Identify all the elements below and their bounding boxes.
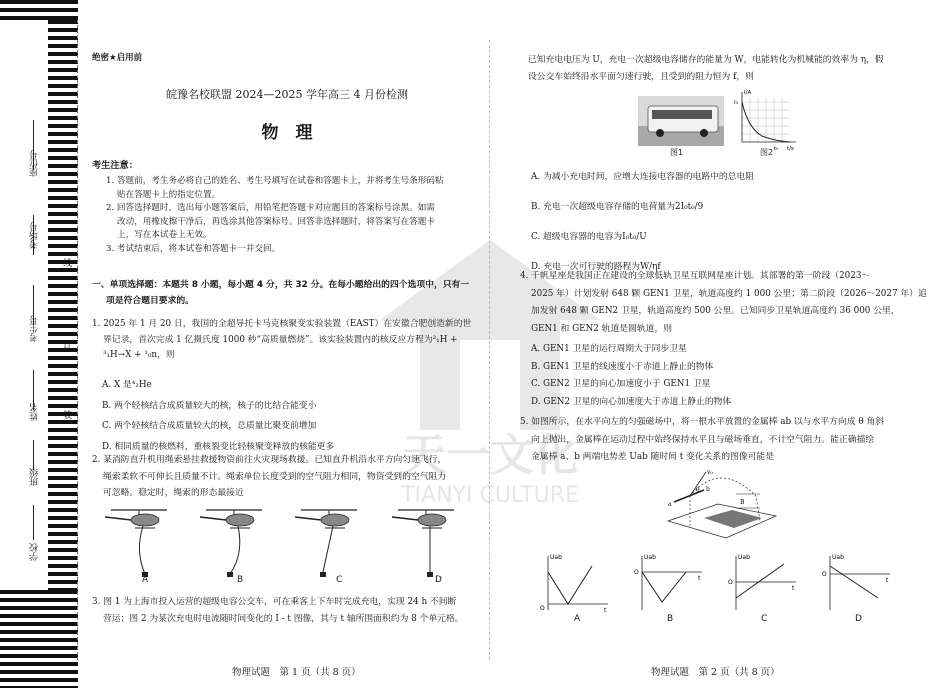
binding-stripe (0, 630, 78, 634)
binding-stripe (48, 524, 78, 528)
binding-stripe (48, 60, 78, 64)
binding-stripe (48, 36, 78, 40)
class-underline (33, 440, 34, 470)
binding-stripe (48, 84, 78, 88)
q2-label-b: B (237, 575, 244, 585)
binding-stripe (0, 678, 78, 682)
binding-stripe (0, 614, 78, 618)
binding-dashed-line (77, 20, 78, 660)
school-underline (33, 505, 34, 540)
q5-graph-c (728, 554, 796, 610)
note-2b: 改动，用橡皮擦干净后，再选涂其他答案标号。回答非选择题时，将答案写在答题卡 (117, 216, 435, 227)
q2-label-c: C (336, 575, 343, 585)
q2-label-d: D (435, 575, 442, 585)
q4-option-d: D. GEN2 卫星的向心加速度大于赤道上静止的物体 (531, 396, 732, 407)
question-4 (520, 268, 927, 338)
binding-stripe (48, 220, 78, 224)
binding-stripe (48, 468, 78, 472)
binding-stripe (48, 332, 78, 336)
binding-stripe (48, 188, 78, 192)
q5-label-b: b (706, 486, 710, 493)
q4-option-b: B. GEN1 卫星的线速度小于赤道上静止的物体 (531, 361, 714, 372)
svg-text:O: O (822, 571, 827, 578)
q2-label-a: A (142, 575, 149, 585)
binding-stripe (48, 492, 78, 496)
q5-graph-b (634, 554, 702, 610)
fig2-xlabel: t/s (787, 146, 794, 152)
school-label: 学校 (30, 543, 40, 561)
q5-option-graphs (530, 552, 910, 614)
binding-stripe (48, 308, 78, 312)
page-divider (489, 40, 490, 660)
binding-stripe (48, 68, 78, 72)
q3-cont-line-1: 已知充电电压为 U，充电一次超级电容储存的能量为 W，电能转化为机械能的效率为 η，假 (528, 55, 884, 65)
q5-line-3: 金属棒 a、b 两端电势差 Uab 随时间 t 变化关系的图像可能是 (531, 452, 775, 462)
binding-stripe (48, 300, 78, 304)
fig2-ylabel: I/A (744, 90, 752, 96)
binding-stripe (48, 20, 78, 24)
binding-stripe (48, 556, 78, 560)
q5-label-theta: θ (696, 487, 700, 494)
fig2-current-graph (732, 88, 802, 152)
binding-stripe (48, 140, 78, 144)
q3-option-a: A. 为减小充电时间，应增大连接电容器的电路中的总电阻 (531, 172, 755, 182)
note-1: 1. 答题前，考生务必将自己的姓名、考生号填写在试卷和答题卡上，并将考生号条形码粘 (106, 176, 444, 186)
q1-options (102, 375, 334, 457)
q1-line-2: 界记录，首次完成 1 亿摄氏度 1000 秒“高质量燃烧”。该实验装置内的核反应方程为²₁H + (103, 334, 458, 345)
binding-stripe (48, 484, 78, 488)
binding-stripe (48, 364, 78, 368)
class-label: 班级 (30, 468, 40, 486)
section1-heading: 一、单项选择题：本题共 8 小题，每小题 4 分，共 32 分。在每小题给出的四个选项中，只有一 (92, 280, 470, 290)
page2-footer: 物理试题 第 2 页（共 8 页） (651, 667, 780, 678)
binding-stripe (48, 516, 78, 520)
q1-option-a: A. X 是⁴₂He (102, 380, 152, 390)
note-2c: 上，写在本试卷上无效。 (117, 230, 212, 240)
q3-option-d: D. 充电一次可行驶的路程为W/ηf (531, 262, 661, 272)
binding-stripe (48, 228, 78, 232)
examinee-label: 考生号 (30, 315, 40, 342)
q4-line-4: GEN1 和 GEN2 轨道是圆轨道，则 (531, 323, 673, 334)
binding-mark-line: 线 (61, 258, 71, 267)
note-2: 2. 回答选择题时，选出每小题答案后，用铅笔把答题卡对应题目的答案标号涂黑。如需 (106, 203, 435, 213)
binding-stripe (48, 212, 78, 216)
binding-stripe (48, 532, 78, 536)
name-label: 姓名 (30, 403, 40, 421)
q5-graph-d (822, 554, 890, 610)
binding-stripe (48, 452, 78, 456)
notes-title: 考生注意： (92, 160, 138, 171)
binding-stripe (48, 580, 78, 584)
binding-stripe (0, 606, 78, 610)
binding-stripe (48, 244, 78, 248)
binding-stripe (0, 654, 78, 658)
binding-mark-bind: 装 (61, 410, 71, 419)
binding-stripe (48, 284, 78, 288)
binding-stripe (48, 156, 78, 160)
subject-title: 物 理 (261, 123, 313, 143)
q3-line-2: 营运；图 2 为某次充电时电流随时间变化的 I - t 图像，其与 t 轴所围面积约为 8 个单元格。 (103, 613, 464, 624)
svg-text:t: t (604, 607, 607, 614)
binding-stripe (48, 460, 78, 464)
binding-stripe (48, 356, 78, 360)
fig2-t0: t₀ (774, 146, 779, 152)
watermark-cn: 天一文化 (402, 430, 578, 481)
binding-stripe (48, 476, 78, 480)
fig2-caption: 图2 (760, 148, 774, 157)
binding-stripe (48, 76, 78, 80)
svg-text:Uab: Uab (644, 554, 656, 561)
q5-label-a: a (668, 501, 672, 508)
binding-mark-order: 订 (61, 340, 71, 349)
binding-stripe (48, 92, 78, 96)
question-5 (520, 414, 884, 467)
binding-sidebar (0, 0, 90, 688)
binding-stripe (48, 28, 78, 32)
q5-label-a-opt: A (574, 614, 581, 624)
exam-title: 皖豫名校联盟 2024—2025 学年高三 4 月份检测 (166, 88, 408, 101)
binding-stripe (48, 316, 78, 320)
q2-line-3: 可忽略。稳定时，绳索的形态最接近 (103, 488, 244, 498)
binding-stripe (48, 252, 78, 256)
binding-stripe (48, 324, 78, 328)
question-2 (92, 452, 446, 502)
q3-option-b: B. 充电一次超级电容存储的电荷量为2I₀t₀/9 (531, 202, 704, 212)
fig1-bus-photo (638, 96, 724, 146)
binding-stripe (48, 572, 78, 576)
fig2-i0: I₀ (734, 100, 738, 106)
binding-stripe (48, 540, 78, 544)
svg-text:Uab: Uab (832, 554, 844, 561)
watermark-en: TIANYI CULTURE (401, 483, 579, 508)
binding-stripe (48, 148, 78, 152)
room-label: 考场号 (30, 222, 40, 249)
binding-stripe (48, 268, 78, 272)
q4-option-c: C. GEN2 卫星的向心加速度小于 GEN1 卫星 (531, 379, 711, 389)
q5-rod-figure (660, 466, 780, 546)
binding-stripe (48, 436, 78, 440)
note-3: 3. 考试结束后，将本试卷和答题卡一并交回。 (106, 243, 281, 254)
q2-line-2: 绳索柔软不可伸长且质量不计。绳索单位长度受到的空气阻力相同，物资受到的空气阻力 (103, 471, 447, 482)
binding-stripe (48, 508, 78, 512)
svg-text:t: t (886, 577, 889, 584)
q5-label-field: B (740, 499, 745, 506)
q5-graph-a (540, 554, 608, 614)
q4-line-3: 加发射 648 颗 GEN2 卫星，轨道高度约 500 公里。已知同步卫星轨道高度约 36 000 公里， (531, 306, 900, 316)
binding-stripe (48, 236, 78, 240)
q3-continued (528, 52, 884, 86)
q5-label-d-opt: D (855, 614, 862, 624)
binding-stripe (0, 0, 78, 4)
secret-label: 绝密★启用前 (92, 53, 143, 63)
q3-option-c: C. 超级电容器的电容为I₀t₀/U (531, 232, 647, 242)
q3-line-1: 3. 图 1 为上海市投入运营的超级电容公交车，可在乘客上下车时完成充电，实现 24 h 不间断 (92, 597, 457, 607)
binding-stripe (48, 100, 78, 104)
section1-heading-2: 项是符合题目要求的。 (106, 296, 194, 306)
binding-stripe (48, 276, 78, 280)
q3-cont-line-2: 设公交车始终沿水平面匀速行驶，且受到的阻力恒为 f，则 (528, 72, 754, 82)
binding-stripe (48, 172, 78, 176)
q4-option-a: A. GEN1 卫星的运行周期大于同步卫星 (531, 344, 687, 354)
binding-stripe (0, 646, 78, 650)
binding-stripe (48, 164, 78, 168)
binding-stripe (48, 292, 78, 296)
binding-stripe (48, 388, 78, 392)
binding-stripe (48, 380, 78, 384)
q2-helicopter-figures (100, 506, 480, 588)
svg-text:Uab: Uab (738, 554, 750, 561)
question-1 (92, 317, 471, 364)
q5-line-2: 向上抛出，金属棒在运动过程中始终保持水平且与磁场垂直，不计空气阻力。能正确描绘 (531, 434, 875, 445)
binding-stripe (0, 638, 78, 642)
svg-text:Uab: Uab (550, 554, 562, 561)
binding-stripe (48, 116, 78, 120)
binding-stripe (48, 52, 78, 56)
binding-stripe (48, 196, 78, 200)
binding-stripe (48, 124, 78, 128)
q1-line-3: ³₁H→X + ¹₀n，则 (103, 350, 175, 360)
q1-option-b: B. 两个轻核结合成质量较大的核，核子的比结合能变小 (102, 400, 317, 411)
binding-stripe (48, 564, 78, 568)
question-3 (92, 594, 464, 627)
page1-footer: 物理试题 第 1 页（共 8 页） (232, 667, 361, 678)
helicopter-c (295, 510, 357, 577)
q4-line-1: 4. 千帆星座是我国正在建设的全球低轨卫星互联网星座计划。其部署的第一阶段（2023～ (520, 271, 871, 281)
fig1-caption: 图1 (670, 148, 684, 157)
binding-stripe (48, 428, 78, 432)
note-1b: 贴在答题卡上的指定位置。 (117, 189, 221, 200)
binding-stripe (48, 444, 78, 448)
q1-option-c: C. 两个轻核结合成质量较大的核，总质量比聚变前增加 (102, 421, 317, 431)
binding-stripe (48, 396, 78, 400)
helicopter-b (200, 510, 262, 577)
q5-line-1: 5. 如图所示，在水平向左的匀强磁场中，将一根水平放置的金属棒 ab 以与水平方向成 θ 角斜 (520, 417, 885, 427)
binding-stripe (0, 622, 78, 626)
q2-line-1: 2. 某消防直升机用绳索悬挂救援物资前往火灾现场救援。已知直升机沿水平方向匀速飞行， (92, 455, 447, 465)
q1-line-1: 1. 2025 年 1 月 20 日，我国的全超导托卡马克核聚变实验装置（EAST）在安徽合肥创造新的世 (92, 319, 472, 329)
q4-line-2: 2025 年）计划发射 648 颗 GEN1 卫星，轨道高度约 1 000 公里；第二阶段（2026～2027 年）追 (531, 288, 927, 299)
helicopter-a (105, 510, 167, 577)
binding-stripe (48, 500, 78, 504)
binding-stripe (48, 548, 78, 552)
binding-stripe (0, 662, 78, 666)
binding-stripe (48, 372, 78, 376)
binding-stripe (48, 420, 78, 424)
seat-label: 座位号 (30, 150, 40, 177)
q5-label-b-opt: B (667, 614, 674, 624)
binding-stripe (48, 204, 78, 208)
q3-options (531, 162, 754, 282)
q5-label-v0: v₀ (707, 469, 713, 476)
binding-stripe (48, 404, 78, 408)
svg-text:t: t (792, 585, 795, 592)
svg-text:O: O (728, 579, 733, 586)
binding-stripe (48, 44, 78, 48)
binding-stripe (0, 8, 78, 12)
binding-stripe (0, 670, 78, 674)
binding-stripe (48, 132, 78, 136)
q4-options (531, 341, 731, 411)
svg-text:O: O (634, 569, 639, 576)
svg-text:t: t (698, 575, 701, 582)
helicopter-d (392, 510, 454, 577)
binding-stripe (48, 180, 78, 184)
binding-stripe (0, 16, 78, 20)
svg-text:O: O (540, 605, 545, 612)
notes-block (106, 175, 444, 256)
q1-option-d: D. 相同质量的核燃料，重核裂变比轻核聚变释放的核能更多 (102, 441, 335, 452)
q5-label-c-opt: C (761, 614, 768, 624)
binding-stripe (0, 598, 78, 602)
binding-stripe (48, 588, 78, 592)
binding-stripe (48, 108, 78, 112)
